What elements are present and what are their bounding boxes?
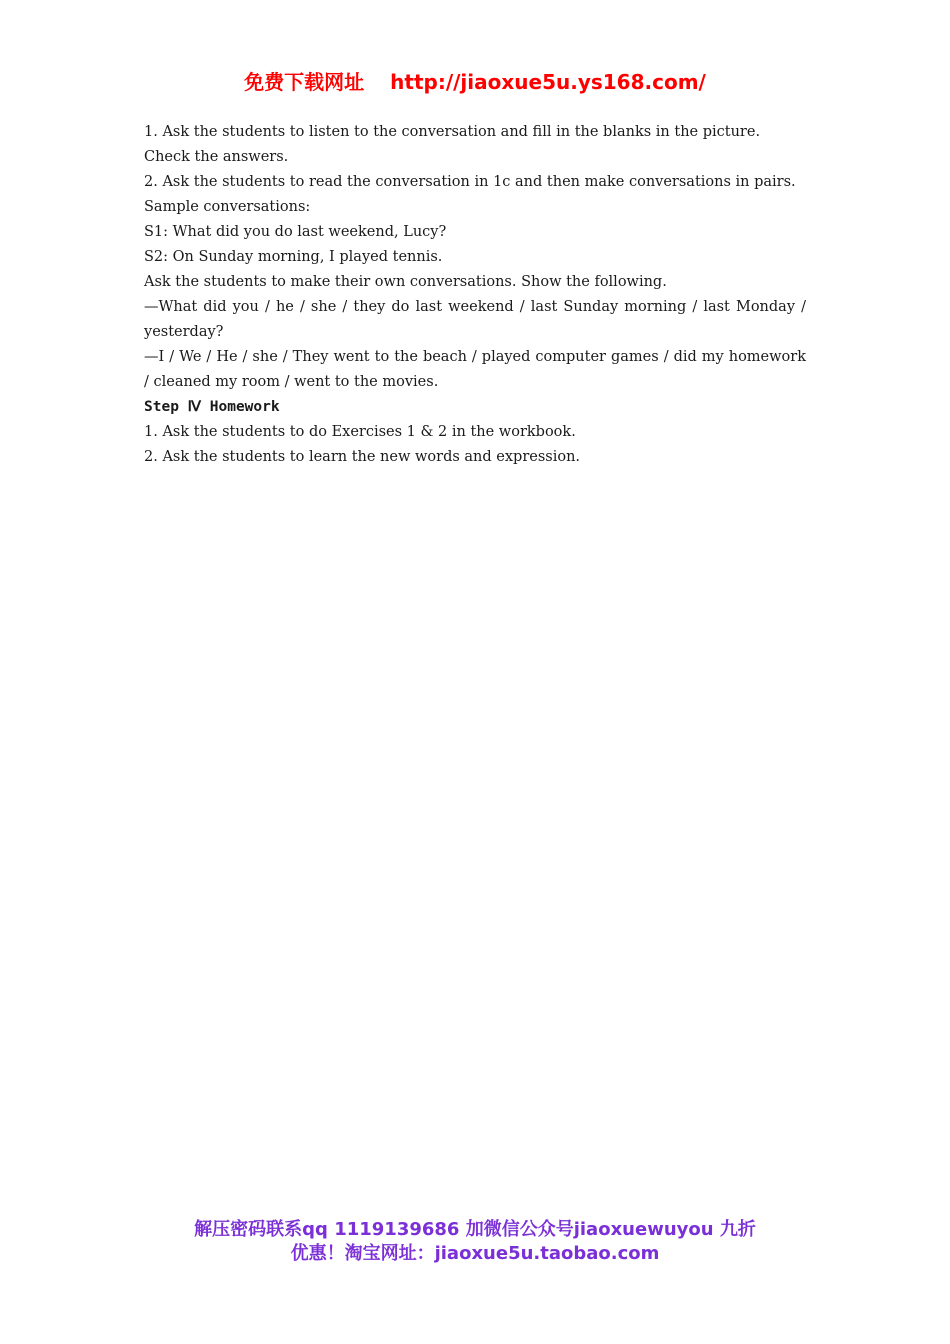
contact-footer (0, 1218, 950, 1266)
paragraph-sample-s2: S2: On Sunday morning, I played tennis. (144, 249, 443, 265)
paragraph-check-answers: Check the answers. (144, 149, 289, 165)
header-url-link[interactable]: http://jiaoxue5u.ys168.com/ (390, 70, 706, 94)
paragraph-question-pattern: —What did you / he / she / they do last weekend / last Sunday morning / last Monday / yesterday? (144, 299, 806, 340)
step-heading: Step Ⅳ Homework (144, 399, 280, 415)
paragraph-listen-task: 1. Ask the students to listen to the conversation and fill in the blanks in the picture. (144, 124, 761, 140)
paragraph-read-task: 2. Ask the students to read the conversation in 1c and then make conversations in pairs. (144, 174, 796, 190)
paragraph-answer-pattern: —I / We / He / she / They went to the beach / played computer games / did my homework / cleaned my room / went to the movies. (144, 349, 806, 390)
footer-line-2: 优惠！淘宝网址：jiaoxue5u.taobao.com (290, 1243, 660, 1264)
homework-item: 2. Ask the students to learn the new words and expression. (144, 449, 581, 465)
document-body (144, 120, 806, 470)
download-header (0, 68, 950, 96)
footer-line-1: 解压密码联系qq 1119139686 加微信公众号jiaoxuewuyou 九折 (194, 1219, 756, 1240)
header-label: 免费下载网址 (244, 70, 365, 94)
paragraph-sample-title: Sample conversations: (144, 199, 311, 215)
homework-item: 1. Ask the students to do Exercises 1 & 2 in the workbook. (144, 424, 576, 440)
paragraph-own-conversations: Ask the students to make their own conversations. Show the following. (144, 274, 667, 290)
paragraph-sample-s1: S1: What did you do last weekend, Lucy? (144, 224, 447, 240)
